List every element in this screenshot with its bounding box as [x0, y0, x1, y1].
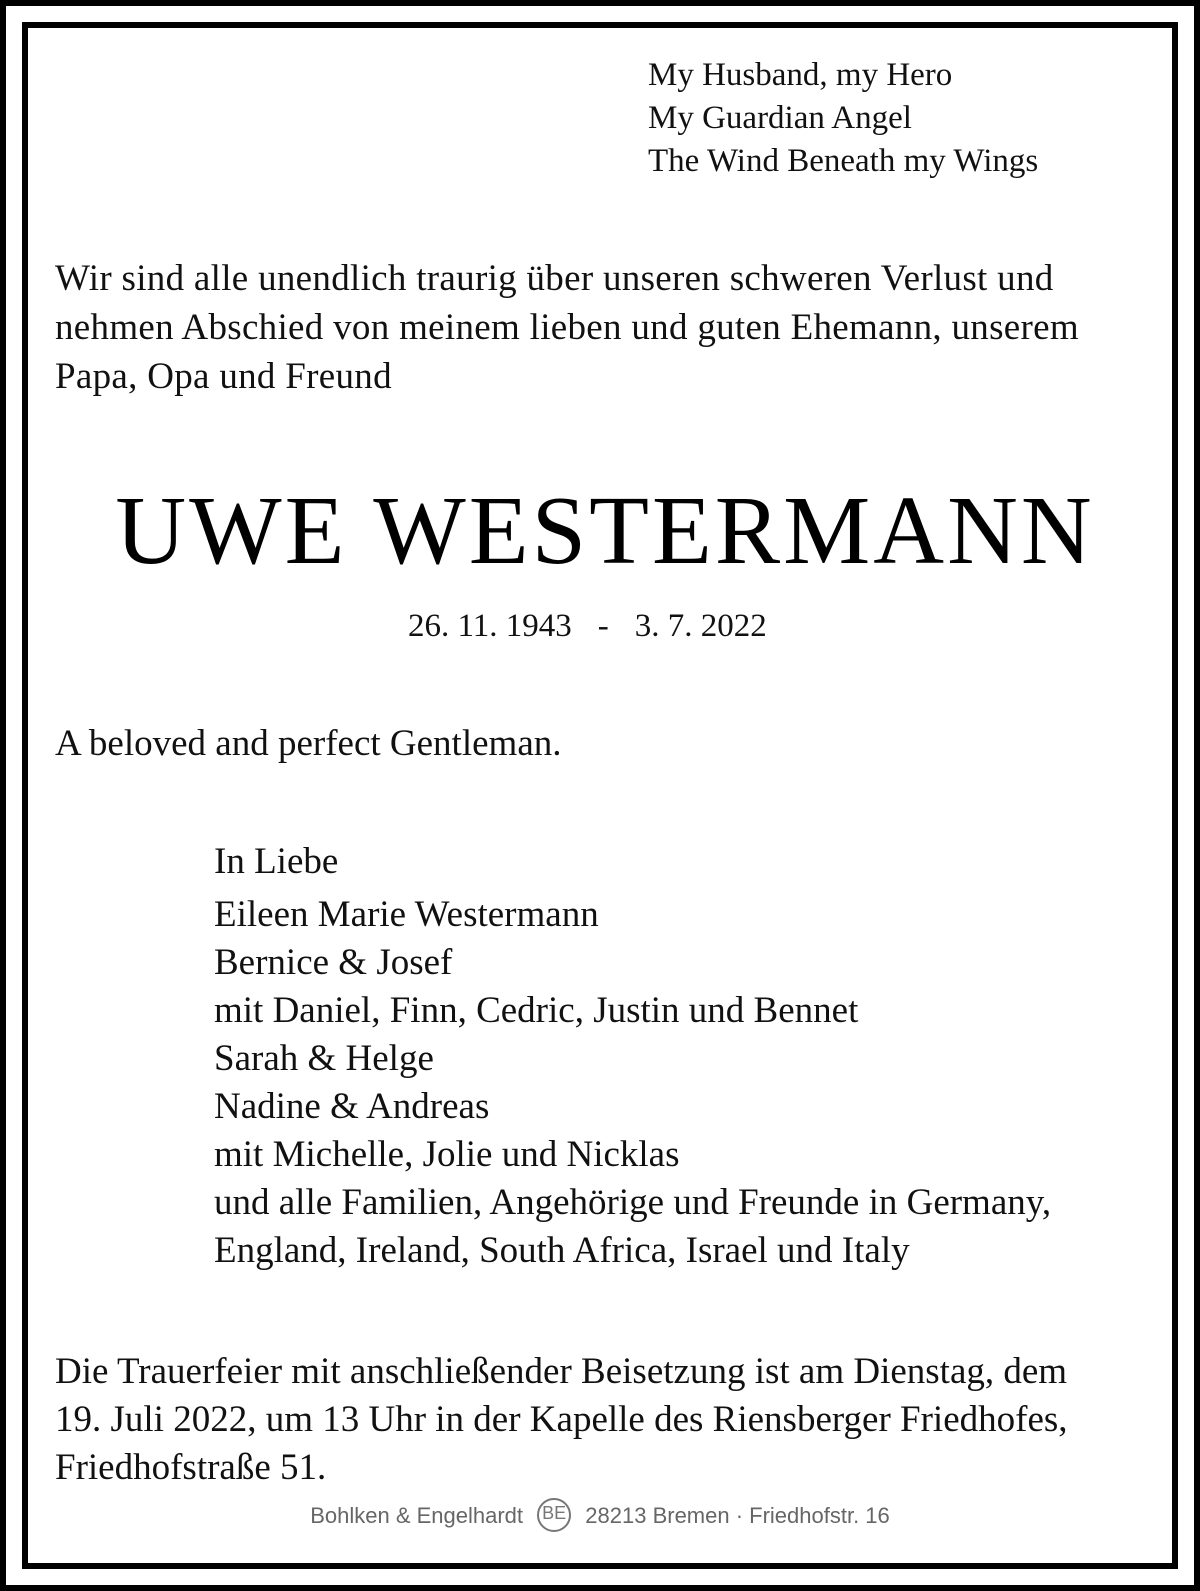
signoff: [214, 838, 1051, 1275]
ceremony-info: [55, 1348, 1170, 1492]
motto: [648, 54, 1038, 183]
logo-letters: BE: [542, 1503, 567, 1523]
date-separator: -: [597, 608, 609, 644]
mourner-line: und alle Familien, Angehörige und Freunde in Germany,: [214, 1182, 1052, 1223]
funeral-home-name: Bohlken & Engelhardt: [310, 1502, 524, 1528]
intro-line: Wir sind alle unendlich traurig über unseren schweren Verlust und: [55, 258, 1054, 299]
outer-frame: [6, 6, 1194, 1585]
obituary-card: [22, 22, 1178, 1569]
mourner-line: mit Daniel, Finn, Cedric, Justin und Bennet: [214, 990, 859, 1031]
tagline: A beloved and perfect Gentleman.: [55, 723, 562, 764]
life-dates: [408, 606, 767, 646]
mourner-line: England, Ireland, South Africa, Israel und Italy: [214, 1230, 910, 1271]
ceremony-line: Friedhofstraße 51.: [55, 1447, 327, 1488]
ceremony-line: Die Trauerfeier mit anschließender Beisetzung ist am Dienstag, dem: [55, 1351, 1068, 1392]
mourner-line: Sarah & Helge: [214, 1038, 434, 1079]
motto-line: My Guardian Angel: [648, 100, 912, 136]
funeral-home-footer: [28, 1502, 1172, 1532]
intro-line: nehmen Abschied von meinem lieben und guten Ehemann, unserem: [55, 307, 1079, 348]
ceremony-line: 19. Juli 2022, um 13 Uhr in der Kapelle des Riensberger Friedhofes,: [55, 1399, 1068, 1440]
deceased-name: UWE WESTERMANN: [115, 477, 1095, 585]
death-date: 3. 7. 2022: [634, 608, 767, 644]
signoff-heading: In Liebe: [214, 841, 339, 882]
funeral-home-address: 28213 Bremen · Friedhofstr. 16: [585, 1502, 890, 1528]
mourner-line: mit Michelle, Jolie und Nicklas: [214, 1134, 680, 1175]
birth-date: 26. 11. 1943: [408, 608, 572, 644]
motto-line: My Husband, my Hero: [648, 57, 953, 93]
funeral-home-logo-icon: [537, 1498, 571, 1532]
intro-line: Papa, Opa und Freund: [55, 356, 392, 397]
mourner-line: Eileen Marie Westermann: [214, 894, 599, 935]
motto-line: The Wind Beneath my Wings: [648, 143, 1039, 179]
intro-text: [55, 254, 1165, 401]
mourner-line: Nadine & Andreas: [214, 1086, 490, 1127]
mourner-line: Bernice & Josef: [214, 942, 453, 983]
